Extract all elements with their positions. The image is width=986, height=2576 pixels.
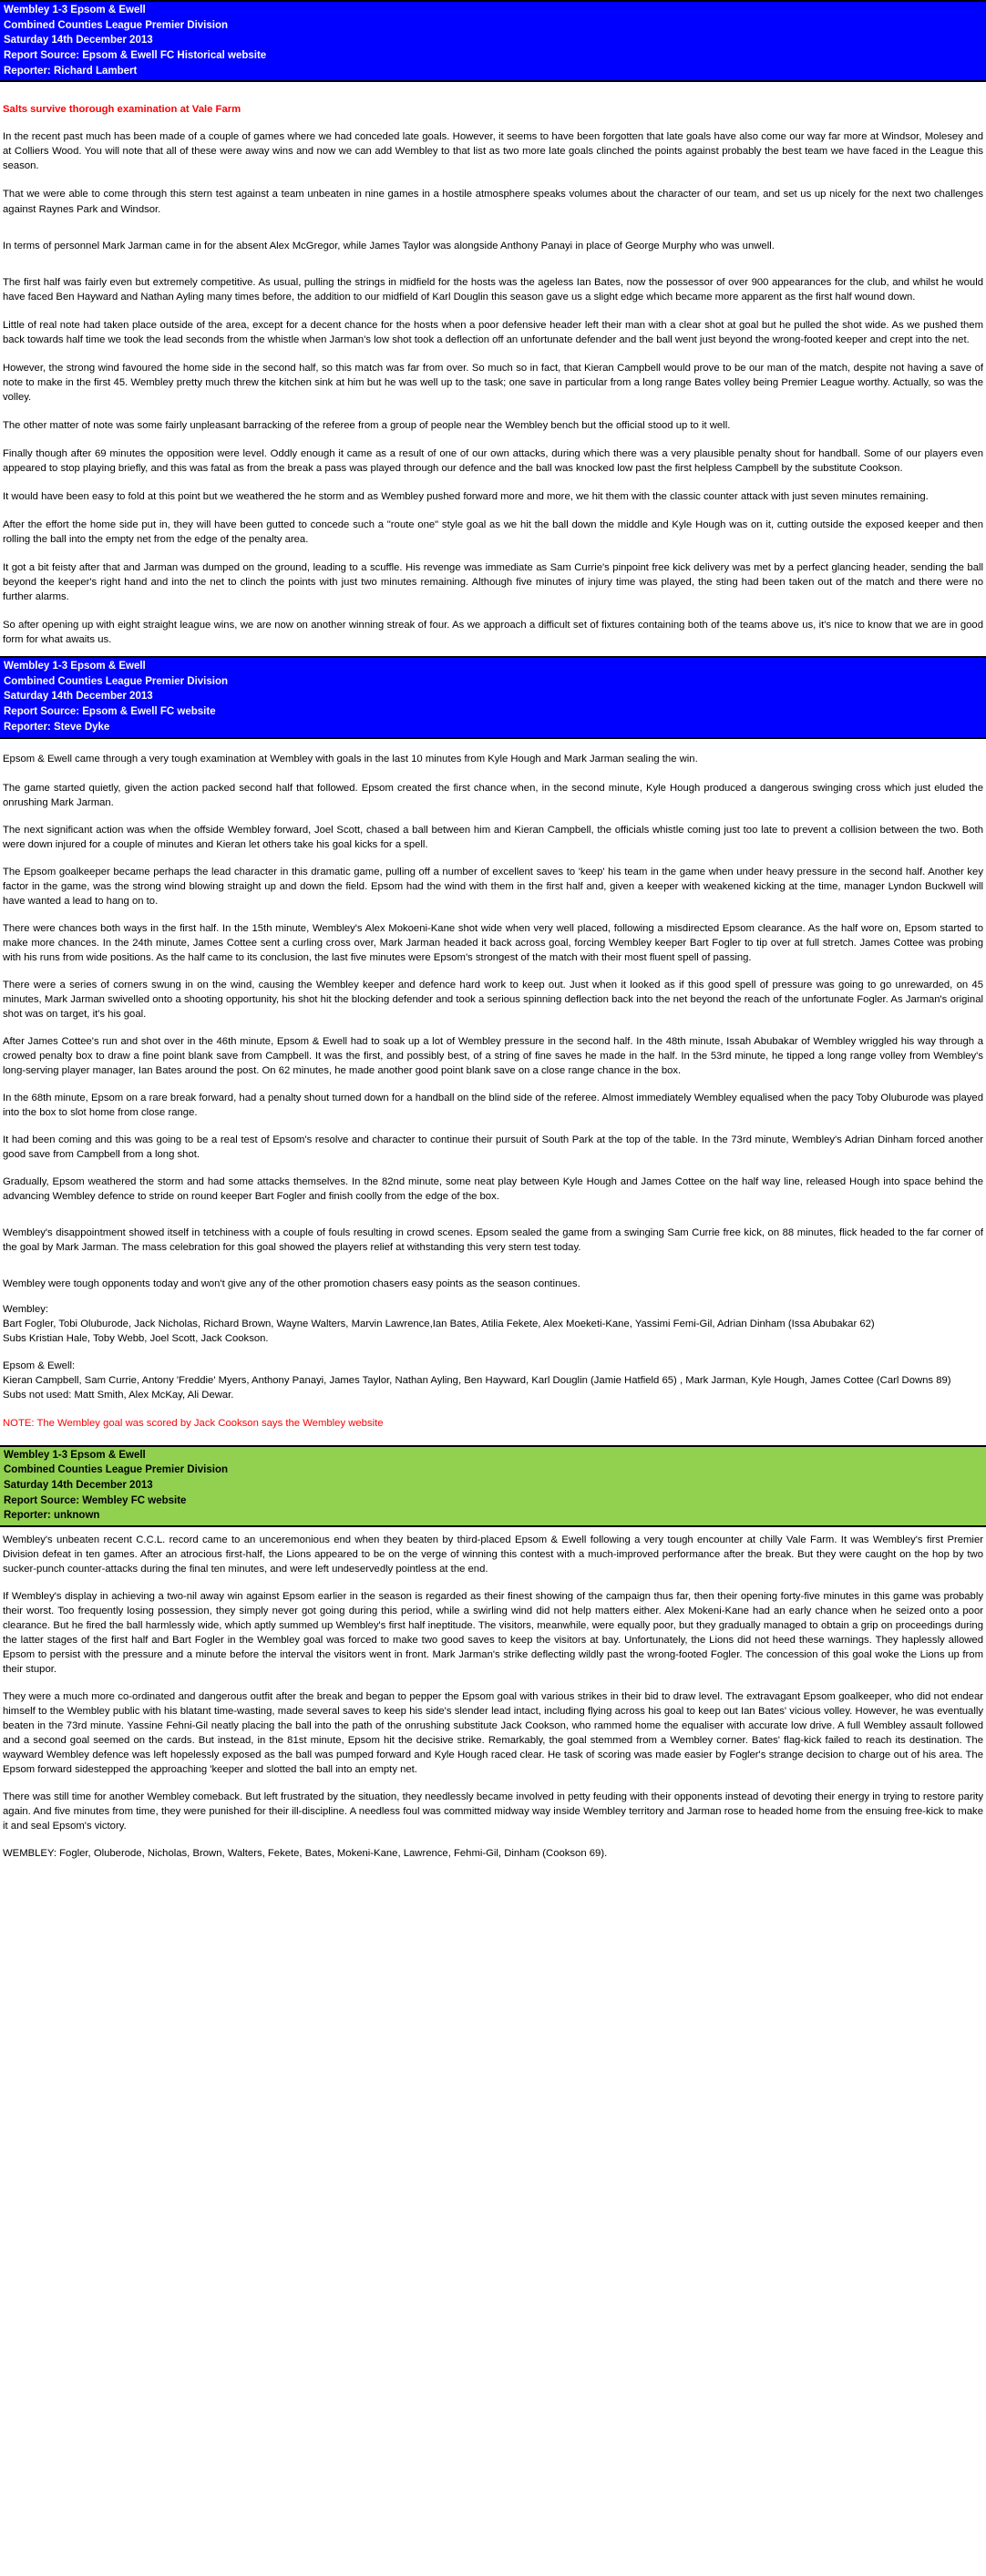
- away-subs: Subs not used: Matt Smith, Alex McKay, Ali Dewar.: [3, 1390, 234, 1401]
- paragraph: Wembley's disappointment showed itself in tetchiness with a couple of fouls resulting in crowd scenes. Epsom sealed the game from a swinging Sam Currie free kick, on 88 minutes, flick headed to the far corner of the goal by Mark Jarman. The mass celebration for this goal showed the players relief at withstanding this very stern test today.: [3, 1227, 983, 1254]
- home-lineup: [3, 1302, 983, 1346]
- match-date: Saturday 14th December 2013: [4, 691, 153, 703]
- paragraph: There were a series of corners swung in on the wind, causing the Wembley keeper and defence hard work to keep out. Just when it looked as if this good spell of pressure was going to go unrewarded, on 45 minutes, Mark Jarman swivelled onto a shooting opportunity, his shot hit the blocking defender and took a serious spinning deflection back into the net beyond the reach of the unfortunate Fogler. As Jarman's original shot was on target, it's his goal.: [3, 979, 983, 1020]
- paragraph: In the 68th minute, Epsom on a rare break forward, had a penalty shout turned down for a handball on the blind side of the referee. Almost immediately Wembley equalised when the pacy Toby Oluburode was played into the box to slot home from close range.: [3, 1093, 983, 1119]
- paragraph: That we were able to come through this stern test against a team unbeaten in nine games in a hostile atmosphere speaks volumes about the character of our team, and set us up nicely for the next two challenges against Raynes Park and Windsor.: [3, 189, 983, 215]
- paragraph: Little of real note had taken place outside of the area, except for a decent chance for the hosts when a poor defensive header left their man with a clear shot at goal but he pulled the shot wide. As we pushed them back towards half time we took the lead seconds from the whistle when Jarman's low shot took a deflection off an unfortunate defender and the ball went just beyond the wrong-footed keeper and crept into the net.: [3, 319, 983, 345]
- paragraph: Epsom & Ewell came through a very tough examination at Wembley with goals in the last 10 minutes from Kyle Hough and Mark Jarman sealing the win.: [3, 753, 698, 765]
- match-title: Wembley 1-3 Epsom & Ewell: [4, 5, 146, 15]
- paragraph: Finally though after 69 minutes the opposition were level. Oddly enough it came as a result of one of our own attacks, during which there was a very plausible penalty shout for handball. Some of our players even appeared to stop playing briefly, and this was fatal as from the break a pass was played through our defence and the ball was knocked low past the first helpless Campbell by the substitute Cookson.: [3, 447, 983, 474]
- paragraph: The other matter of note was some fairly unpleasant barracking of the referee from a group of people near the Wembley bench but the official stood up to it well.: [3, 419, 731, 431]
- away-lineup: [3, 1359, 983, 1402]
- report-body-2: [0, 739, 986, 1445]
- report-header-3: [0, 1445, 986, 1527]
- reporter: Reporter: Richard Lambert: [4, 65, 138, 77]
- report-source: Report Source: Epsom & Ewell FC Historical website: [4, 50, 267, 62]
- match-title: Wembley 1-3 Epsom & Ewell: [4, 661, 146, 672]
- paragraph: So after opening up with eight straight league wins, we are now on another winning streak of four. As we approach a difficult set of fixtures containing both of the teams above us, it's nice to know that we are in good form for what awaits us.: [3, 620, 983, 646]
- paragraph: After the effort the home side put in, they will have been gutted to concede such a "route one" style goal as we hit the ball down the middle and Kyle Hough was on it, cutting outside the exposed keeper and then rolling the ball into the empty net from the edge of the penalty area.: [3, 518, 983, 545]
- paragraph: Wembley were tough opponents today and won't give any of the other promotion chasers easy points as the season continues.: [3, 1278, 580, 1290]
- paragraph: It got a bit feisty after that and Jarman was dumped on the ground, leading to a scuffle. His revenge was immediate as Sam Currie's pinpoint free kick delivery was met by a perfect glancing header, sending the ball beyond the keeper's right hand and into the net to clinch the points with just two minutes remaining. Although five minutes of injury time was played, the sting had been taken out of the match and there were no further alarms.: [3, 561, 983, 603]
- match-title: Wembley 1-3 Epsom & Ewell: [4, 1449, 146, 1461]
- away-players: Kieran Campbell, Sam Currie, Antony 'Freddie' Myers, Anthony Panayi, James Taylor, Nathan Ayling, Ben Hayward, Karl Douglin (Jamie Hatfield 65) , Mark Jarman, Kyle Hough, James Cottee (Carl Downs 89): [3, 1375, 951, 1387]
- reporter: Reporter: Steve Dyke: [4, 721, 110, 733]
- report-header-2: [0, 656, 986, 738]
- home-team-label: Wembley:: [3, 1304, 49, 1316]
- report-body-3: [0, 1527, 986, 1871]
- paragraph: There was still time for another Wembley comeback. But left frustrated by the situation, they needlessly became involved in petty feuding with their opponents instead of devoting their energy in trying to restore parity again. And five minutes from time, they were punished for their ill-discipline. A needless foul was committed midway way inside Wembley territory and Jarman rose to headed home from the ensuing free-kick to make it and seal Epsom's victory.: [3, 1791, 983, 1832]
- away-team-label: Epsom & Ewell:: [3, 1360, 76, 1372]
- home-players: Bart Fogler, Tobi Oluburode, Jack Nicholas, Richard Brown, Wayne Walters, Marvin Lawrence,Ian Bates, Atilia Fekete, Alex Moeketi-Kane, Yassimi Femi-Gil, Adrian Dinham (Issa Abubakar 62): [3, 1319, 875, 1330]
- competition: Combined Counties League Premier Division: [4, 19, 229, 31]
- home-subs: Subs Kristian Hale, Toby Webb, Joel Scott, Jack Cookson.: [3, 1333, 269, 1345]
- report-header-1: [0, 0, 986, 82]
- paragraph: After James Cottee's run and shot over in the 46th minute, Epsom & Ewell had to soak up a lot of Wembley pressure in the second half. In the 48th minute, Issah Abubakar of Wembley wriggled his way through a crowed penalty box to draw a fine point blank save from Campbell. It was the first, and possibly best, of a string of fine saves he made in the half. In the 53rd minute, he tipped a long range volley from Wembley's long-serving player manager, Ian Bates around the post. On 62 minutes, he made another good point blank save on a close range chance in the box.: [3, 1035, 983, 1076]
- paragraph: It would have been easy to fold at this point but we weathered the he storm and as Wembley pushed forward more and more, we hit them with the classic counter attack with just seven minutes remaining.: [3, 490, 929, 502]
- paragraph: The game started quietly, given the action packed second half that followed. Epsom created the first chance when, in the second minute, Kyle Hough produced a dangerous swinging cross which just eluded the onrushing Mark Jarman.: [3, 782, 983, 808]
- reporter: Reporter: unknown: [4, 1510, 100, 1522]
- paragraph: The next significant action was when the offside Wembley forward, Joel Scott, chased a ball between him and Kieran Campbell, the officials whistle coming just too late to prevent a collision between the two. Both were down injured for a couple of minutes and Kieran let others take his goal kicks for a spell.: [3, 824, 983, 850]
- paragraph: The Epsom goalkeeper became perhaps the lead character in this dramatic game, pulling off a number of excellent saves to 'keep' his team in the game when under heavy pressure in the second half. Another key factor in the game, was the strong wind blowing straight up and down the field. Epsom had the wind with them in the first half and, given a keeper with weakened kicking at the time, manager Lyndon Buckwell will have wanted a lead to hang on to.: [3, 866, 983, 907]
- paragraph: There were chances both ways in the first half. In the 15th minute, Wembley's Alex Mokoeni-Kane shot wide when very well placed, following a misdirected Epsom clearance. As the half wore on, Epsom started to make more chances. In the 24th minute, James Cottee sent a curling cross over, Mark Jarman headed it back across goal, forcing Wembley keeper Bart Fogler to tip over at full stretch. James Cottee was probing with his runs from wide positions. As the half came to its conclusion, the last five minutes were Epsom's strongest of the match with their most fluent spell of passing.: [3, 922, 983, 963]
- report-source: Report Source: Epsom & Ewell FC website: [4, 706, 216, 718]
- competition: Combined Counties League Premier Division: [4, 1464, 229, 1476]
- paragraph: In terms of personnel Mark Jarman came in for the absent Alex McGregor, while James Taylor was alongside Anthony Panayi in place of George Murphy who was unwell.: [3, 240, 775, 251]
- lineup-summary: WEMBLEY: Fogler, Oluberode, Nicholas, Brown, Walters, Fekete, Bates, Mokeni-Kane, Lawrence, Fehmi-Gil, Dinham (Cookson 69).: [3, 1848, 608, 1860]
- match-date: Saturday 14th December 2013: [4, 35, 153, 46]
- paragraph: In the recent past much has been made of a couple of games where we had conceded late goals. However, it seems to have been forgotten that late goals have also come our way far more at Windsor, Molesey and at Colliers Wood. You will note that all of these were away wins and now we can add Wembley to that list as two more late goals clinched the points against probably the best team we have faced in the League this season.: [3, 131, 983, 172]
- paragraph: However, the strong wind favoured the home side in the second half, so this match was far from over. So much so in fact, that Kieran Campbell would prove to be our man of the match, despite not having a save of note to make in the first 45. Wembley pretty much threw the kitchen sink at him but he was well up to the task; one save in particular from a long range Bates volley being Premier League worthy. Actually, so was the volley.: [3, 362, 983, 403]
- goal-note: NOTE: The Wembley goal was scored by Jack Cookson says the Wembley website: [3, 1417, 384, 1429]
- paragraph: They were a much more co-ordinated and dangerous outfit after the break and began to pepper the Epsom goal with various strikes in their bid to draw level. The extravagant Epsom goalkeeper, who did not endear himself to the Wembley public with his blatant time-wasting, made several saves to keep his side's slender lead intact, including flying across his goal to keep out Ian Bates' vicious volley. However, he was eventually beaten in the 73rd minute. Yassine Fehni-Gil neatly placing the ball into the path of the onrushing substitute Jack Cookson, who rammed home the equaliser with accurate low drive. A full Wembley assault followed and a second goal seemed on the cards. But instead, in the 81st minute, Epsom hit the decisive strike. Remarkably, the goal stemmed from a Wembley corner. Bates' flag-kick failed to reach its destination. The wayward Wembley defence was left hopelessly exposed as the ball was pumped forward and Kyle Hough raced clear. He task of scoring was made easier by Fogler's strange decision to charge out of his area. The Epsom forward sidestepped the approaching 'keeper and slotted the ball into an empty net.: [3, 1691, 983, 1776]
- match-date: Saturday 14th December 2013: [4, 1479, 153, 1491]
- report-body-1: [0, 82, 986, 656]
- competition: Combined Counties League Premier Division: [4, 675, 229, 687]
- paragraph: Wembley's unbeaten recent C.C.L. record came to an unceremonious end when they beaten by third-placed Epsom & Ewell following a very tough encounter at chilly Vale Farm. It was Wembley's first Premier Division defeat in ten games. After an atrocious first-half, the Lions appeared to be on the verge of winning this contest with a much-improved performance after the break. But they were caught on the hop by two sucker-punch counter-attacks during the final ten minutes, and were left undeservedly pointless at the end.: [3, 1534, 983, 1575]
- report-source: Report Source: Wembley FC website: [4, 1494, 187, 1506]
- paragraph: The first half was fairly even but extremely competitive. As usual, pulling the strings in midfield for the hosts was the ageless Ian Bates, now the possessor of over 900 appearances for the club, and whilst he would have faced Ben Hayward and Nathan Ayling many times before, the addition to our midfield of Karl Douglin this season gave us a slight edge which became more apparent as the first half wound down.: [3, 276, 983, 303]
- paragraph: Gradually, Epsom weathered the storm and had some attacks themselves. In the 82nd minute, some neat play between Kyle Hough and James Cottee on the half way line, released Hough into space behind the advancing Wembley defence to stride on round keeper Bart Fogler and finish coolly from the edge of the box.: [3, 1176, 983, 1203]
- paragraph: It had been coming and this was going to be a real test of Epsom's resolve and character to continue their pursuit of South Park at the top of the table. In the 73rd minute, Wembley's Adrian Dinham forced another good save from Campbell from a long shot.: [3, 1134, 983, 1161]
- paragraph: If Wembley's display in achieving a two-nil away win against Epsom earlier in the season is regarded as their finest showing of the campaign thus far, then their opening forty-five minutes in this game was probably their worst. Too frequently losing possession, they simply never got going during this period, while a swirling wind did not help matters either. Alex Mokeni-Kane had an early chance when he seized onto a poor clearance. But he fired the ball harmlessly wide, which aptly summed up Wembley's first half ineptitude. The visitors, meanwhile, were equally poor, but they gradually managed to obtain a grip on proceedings during the latter stages of the first half and Bart Fogler in the Wembley goal was forced to make two good saves to keep the visitors at bay. Unfortunately, the Lions did not heed these warnings. They haplessly allowed Epsom to persist with the pressure and a minute before the interval the visitors went in front. Mark Jarman's strike deflecting wildly past the wrong-footed Fogler. The concession of this goal woke the Lions up from their stupor.: [3, 1590, 983, 1676]
- report-headline: Salts survive thorough examination at Vale Farm: [3, 104, 241, 116]
